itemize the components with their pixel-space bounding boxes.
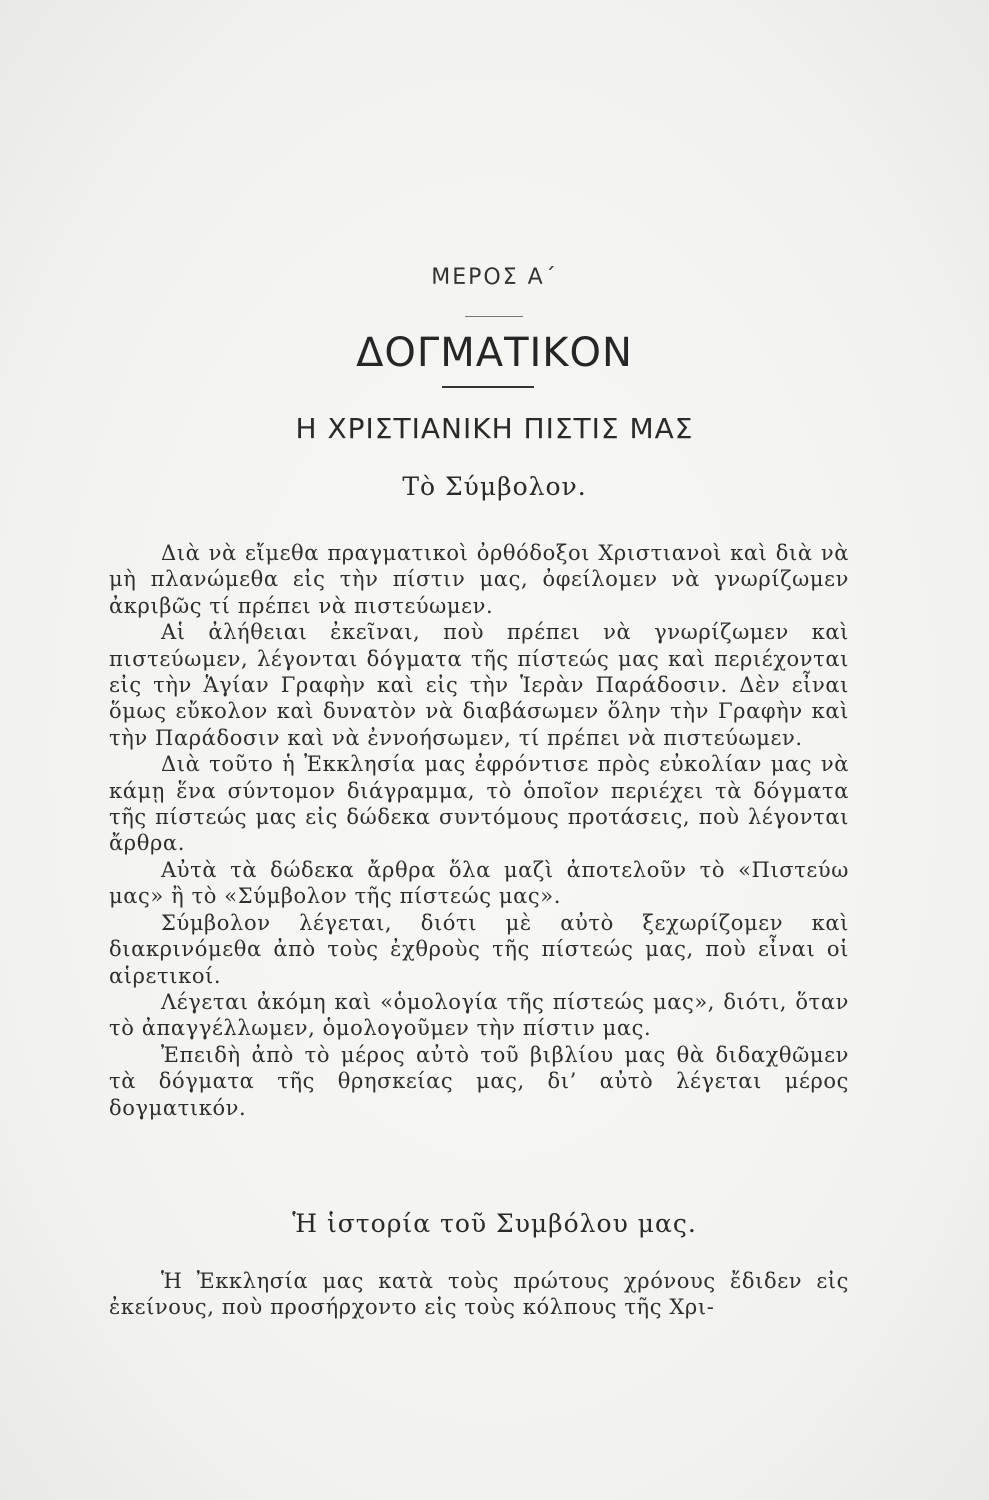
section-body-symbol bbox=[109, 540, 849, 1121]
divider-title bbox=[442, 386, 534, 388]
section-heading-symbol: Τὸ Σύμβολον. bbox=[402, 472, 587, 501]
paragraph: Σύμβολον λέγεται, διότι μὲ αὐτὸ ξεχωρίζομεν καὶ διακρινόμεθα ἀπὸ τοὺς ἐχθροὺς τῆς πίστεώς μας, ποὺ εἶναι οἱ αἱρετικοί. bbox=[109, 910, 849, 988]
paragraph: Ἐπειδὴ ἀπὸ τὸ μέρος αὐτὸ τοῦ βιβλίου μας θὰ διδαχθῶμεν τὰ δόγματα τῆς θρησκείας μας, δι’ αὐτὸ λέγεται μέρος δογματικόν. bbox=[109, 1042, 849, 1120]
paragraph: Αἱ ἀλήθειαι ἐκεῖναι, ποὺ πρέπει νὰ γνωρίζωμεν καὶ πιστεύωμεν, λέγονται δόγματα τῆς πίστεώς μας καὶ περιέχονται εἰς τὴν Ἁγίαν Γραφὴν καὶ εἰς τὴν Ἱερὰν Παράδοσιν. Δὲν εἶναι ὅμως εὔκολον καὶ δυνατὸν νὰ διαβάσωμεν ὅλην τὴν Γραφὴν καὶ τὴν Παράδοσιν καὶ νὰ ἐννοήσωμεν, τί πρέπει νὰ πιστεύωμεν. bbox=[109, 620, 849, 750]
page-title: ΔΟΓΜΑΤΙΚΟΝ bbox=[356, 330, 633, 376]
part-label: ΜΕΡΟΣ Α΄ bbox=[431, 265, 558, 290]
paragraph: Λέγεται ἀκόμη καὶ «ὁμολογία τῆς πίστεώς μας», διότι, ὅταν τὸ ἀπαγγέλλωμεν, ὁμολογοῦμεν τὴν πίστιν μας. bbox=[109, 989, 849, 1041]
section-heading-history: Ἡ ἱστορία τοῦ Συμβόλου μας. bbox=[292, 1209, 697, 1238]
chapter-subtitle: Η ΧΡΙΣΤΙΑΝΙΚΗ ΠΙΣΤΙΣ ΜΑΣ bbox=[295, 412, 694, 445]
paragraph: Διὰ νὰ εἴμεθα πραγματικοὶ ὀρθόδοξοι Χριστιανοὶ καὶ διὰ νὰ μὴ πλανώμεθα εἰς τὴν πίστιν μας, ὀφείλομεν νὰ γνωρίζωμεν ἀκριβῶς τί πρέπει νὰ πιστεύωμεν. bbox=[109, 541, 849, 618]
section-body-history bbox=[109, 1268, 849, 1321]
paragraph: Ἡ Ἐκκλησία μας κατὰ τοὺς πρώτους χρόνους ἔδιδεν εἰς ἐκείνους, ποὺ προσήρχοντο εἰς τοὺς κόλπους τῆς Χρι- bbox=[109, 1269, 849, 1320]
paragraph: Διὰ τοῦτο ἡ Ἐκκλησία μας ἐφρόντισε πρὸς εὐκολίαν μας νὰ κάμῃ ἕνα σύντομον διάγραμμα, τὸ ὁποῖον περιέχει τὰ δόγματα τῆς πίστεώς μας εἰς δώδεκα συντόμους προτάσεις, ποὺ λέγονται ἄρθρα. bbox=[109, 752, 849, 856]
divider-short bbox=[465, 316, 523, 317]
paragraph: Αὐτὰ τὰ δώδεκα ἄρθρα ὅλα μαζὶ ἀποτελοῦν τὸ «Πιστεύω μας» ἢ τὸ «Σύμβολον τῆς πίστεώς μας». bbox=[109, 857, 849, 909]
